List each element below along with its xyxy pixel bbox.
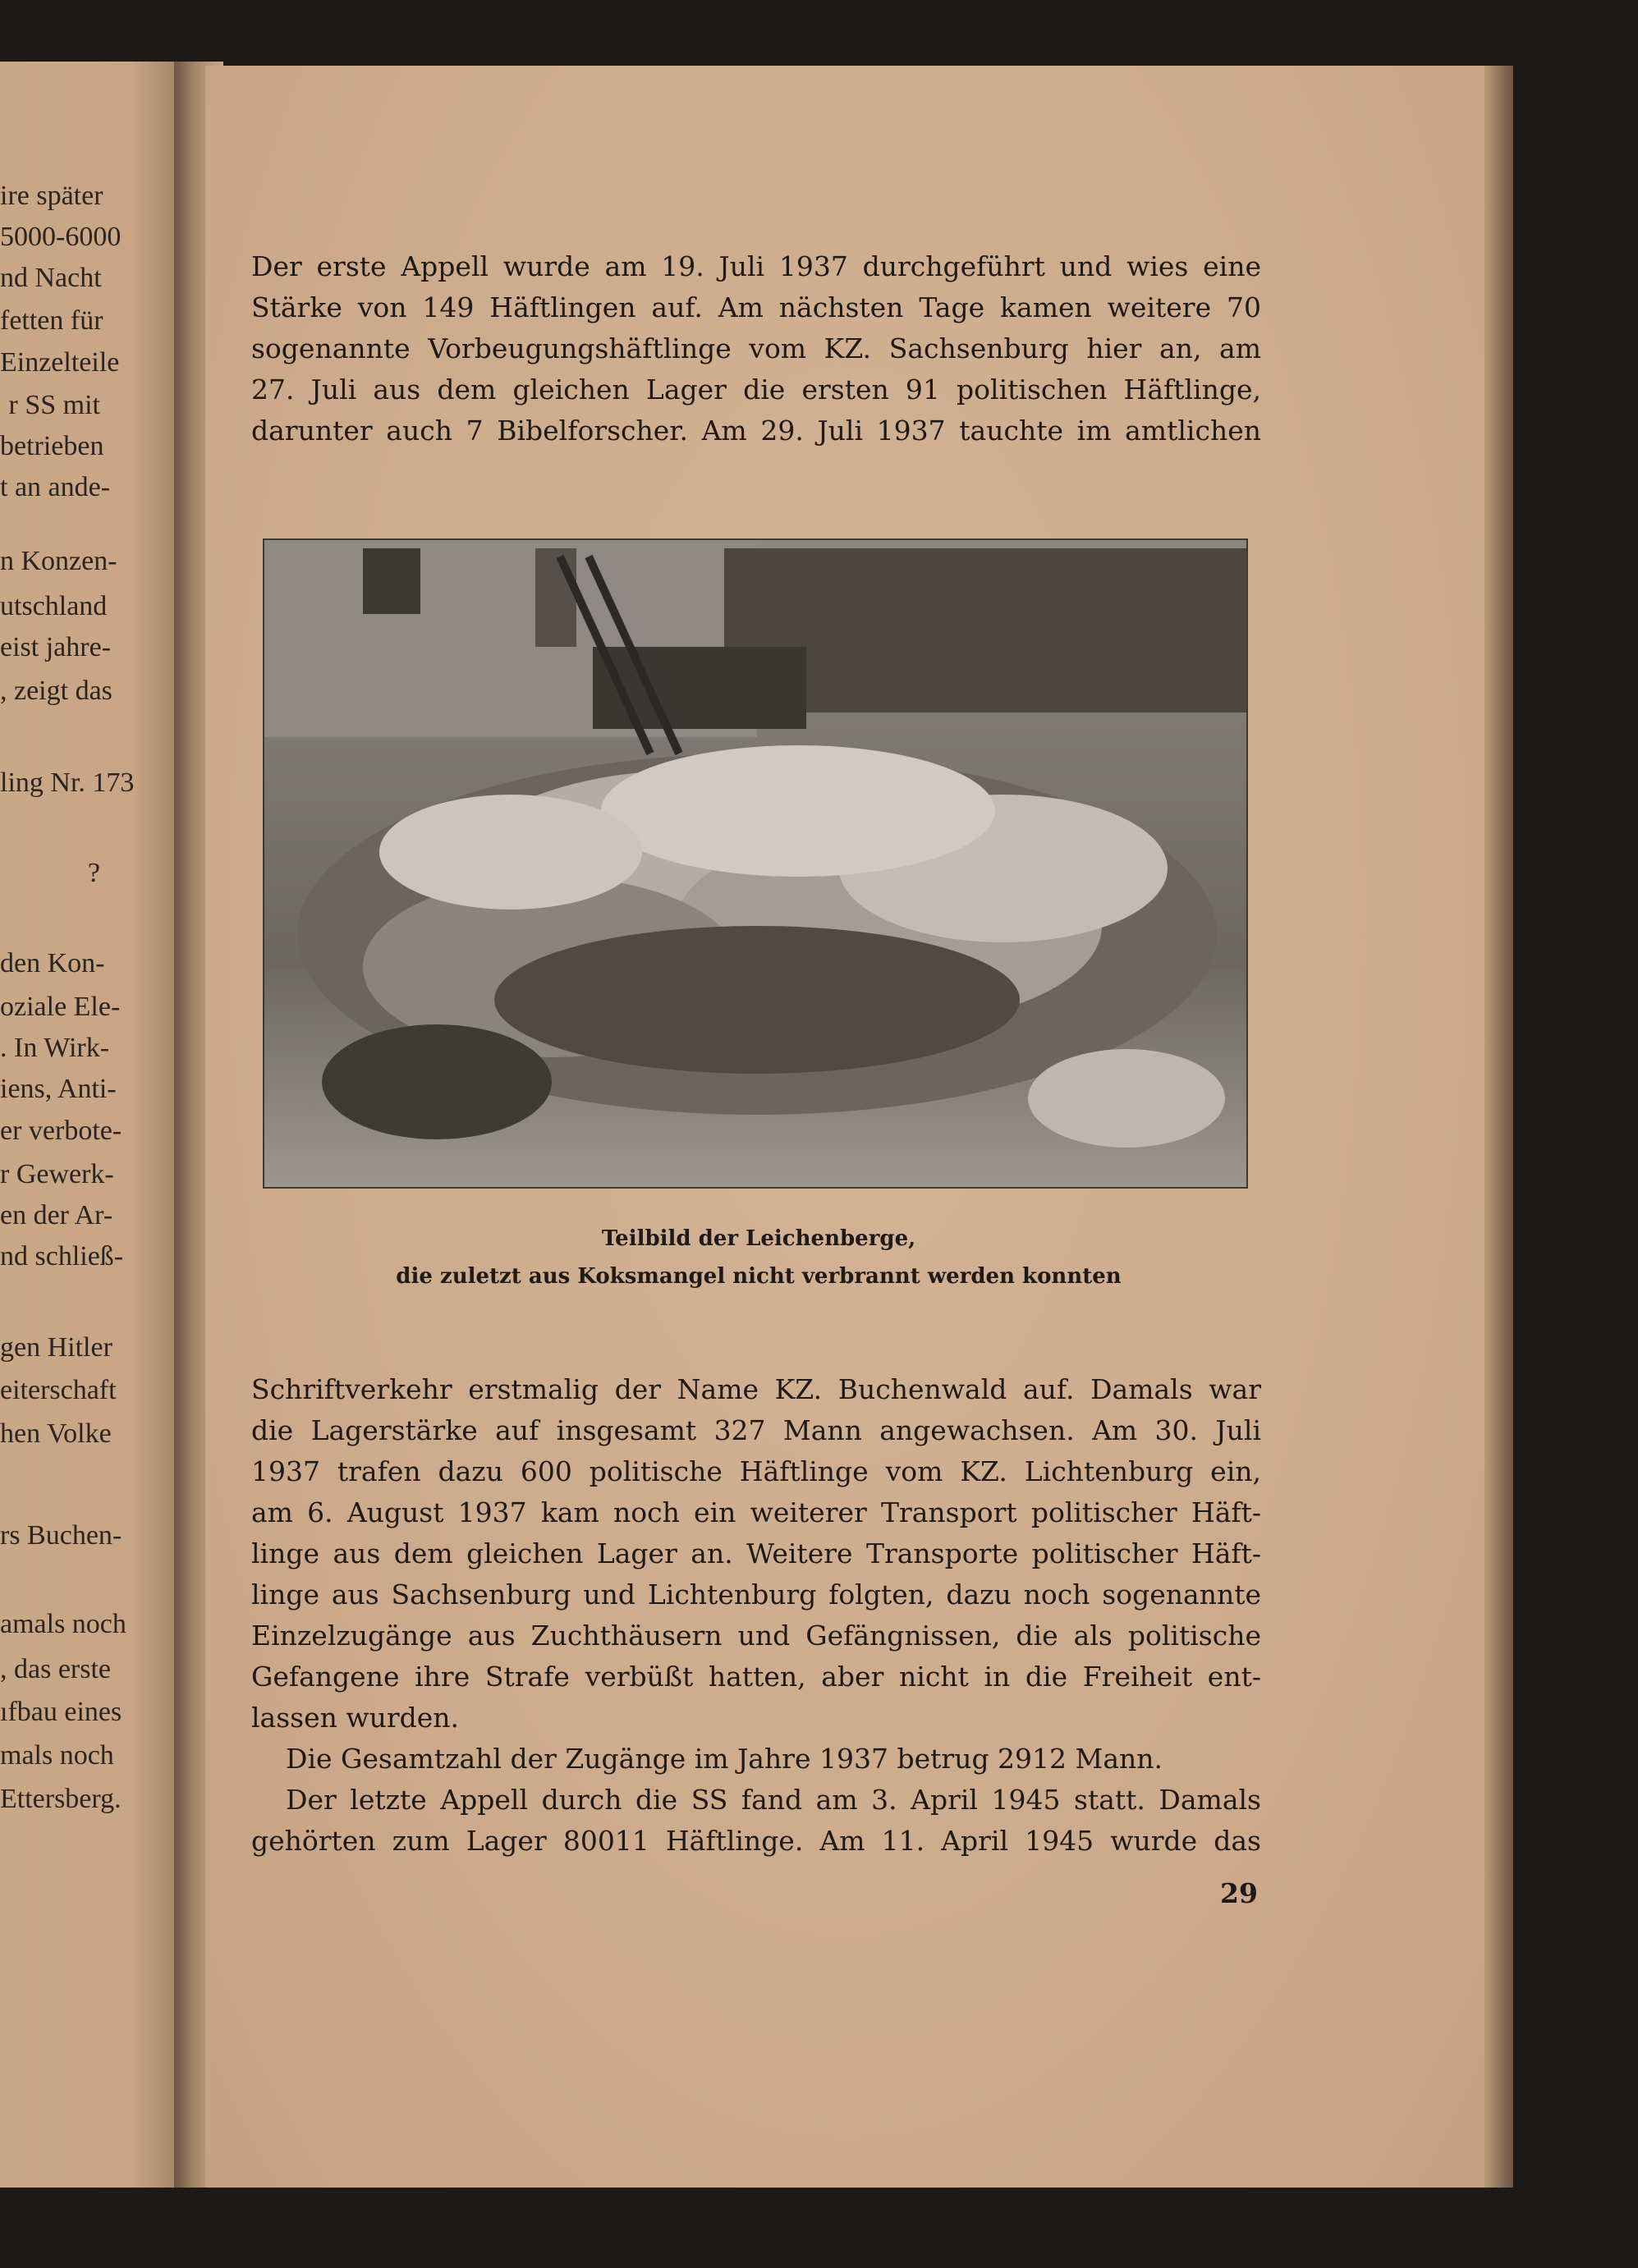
text-line: linge aus Sachsenburg und Lichtenburg folgten, dazu noch sogenannte — [251, 1578, 1261, 1611]
page-edge — [1484, 66, 1513, 2188]
left-page-text-line: en der Ar- — [0, 1200, 113, 1230]
left-page-text-line: ire später — [0, 181, 103, 211]
left-page-text-line: amals noch — [0, 1609, 126, 1639]
text-line: Einzelzugänge aus Zuchthäusern und Gefängnissen, die als politische — [251, 1620, 1261, 1652]
left-page-text-line: ? — [87, 858, 100, 888]
text-line: darunter auch 7 Bibelforscher. Am 29. Juli 1937 tauchte im amtlichen — [251, 415, 1261, 447]
left-page-text-line: hen Volke — [0, 1418, 112, 1449]
left-page-text-line: , zeigt das — [0, 676, 112, 706]
text-line: gehörten zum Lager 80011 Häftlinge. Am 11. April 1945 wurde das — [251, 1825, 1261, 1857]
text-line: Der letzte Appell durch die SS fand am 3. April 1945 statt. Damals — [286, 1784, 1261, 1816]
left-page-text-line: iens, Anti- — [0, 1074, 117, 1104]
text-line: Der erste Appell wurde am 19. Juli 1937 durchgeführt und wies eine — [251, 250, 1261, 282]
text-line: Stärke von 149 Häftlingen auf. Am nächsten Tage kamen weitere 70 — [251, 291, 1261, 323]
left-page-text-line: er verbote- — [0, 1116, 122, 1146]
left-page-text-line: n Konzen- — [0, 546, 117, 576]
text-line: die Lagerstärke auf insgesamt 327 Mann angewachsen. Am 30. Juli — [251, 1414, 1261, 1446]
page-number: 29 — [1220, 1877, 1258, 1909]
left-page-text-line: mals noch — [0, 1740, 114, 1771]
left-page-fragment — [0, 62, 189, 2188]
left-page-text-line: 5000-6000 — [0, 222, 122, 252]
left-page-text-line: betrieben — [0, 431, 104, 461]
text-line: sogenannte Vorbeugungshäftlinge vom KZ. Sachsenburg hier an, am — [251, 332, 1261, 364]
text-line: Gefangene ihre Strafe verbüßt hatten, aber nicht in die Freiheit ent- — [251, 1661, 1261, 1693]
text-line: am 6. August 1937 kam noch ein weiterer Transport politischer Häft- — [251, 1496, 1261, 1528]
left-page-text-line: nd schließ- — [0, 1241, 124, 1271]
text-line: linge aus dem gleichen Lager an. Weitere Transporte politischer Häft- — [251, 1537, 1261, 1569]
left-page-text-line: r Gewerk- — [0, 1159, 114, 1189]
left-page-text-line: t an ande- — [0, 472, 111, 502]
text-line: 1937 trafen dazu 600 politische Häftlinge vom KZ. Lichtenburg ein, — [251, 1455, 1261, 1487]
left-page-text-line: rs Buchen- — [0, 1520, 122, 1551]
left-page-text-line: ling Nr. 173 — [0, 767, 135, 798]
text-line: 27. Juli aus dem gleichen Lager die ersten 91 politischen Häftlinge, — [251, 373, 1261, 405]
photograph-image — [264, 540, 1246, 1187]
caption-line-1: Teilbild der Leichenberge, — [601, 1226, 916, 1251]
paragraph-top — [251, 246, 1261, 451]
left-page-text-line: r SS mit — [8, 390, 100, 420]
photograph — [264, 540, 1246, 1187]
paragraph-bottom — [251, 1369, 1261, 1862]
left-page-text-line: nd Nacht — [0, 263, 102, 293]
left-page-text-line: eiterschaft — [0, 1375, 117, 1405]
left-page-text-line: , das erste — [0, 1654, 112, 1684]
left-page-text-line: Einzelteile — [0, 347, 120, 378]
left-page-text-line: fetten für — [0, 305, 103, 336]
left-page-text-line: gen Hitler — [0, 1332, 112, 1363]
text-line: Schriftverkehr erstmalig der Name KZ. Buchenwald auf. Damals war — [251, 1373, 1261, 1405]
left-page-text-line: . In Wirk- — [0, 1033, 110, 1063]
left-page-text-line: Ettersberg. — [0, 1784, 122, 1814]
text-line: lassen wurden. — [251, 1702, 460, 1734]
left-page-text-line: utschland — [0, 591, 108, 621]
left-page-text-line: den Kon- — [0, 948, 105, 978]
left-page-text-line: oziale Ele- — [0, 992, 121, 1022]
left-page-text-line: ıfbau eines — [0, 1697, 122, 1727]
caption-line-2: die zuletzt aus Koksmangel nicht verbrannt werden konnten — [396, 1264, 1122, 1289]
text-line: Die Gesamtzahl der Zugänge im Jahre 1937 betrug 2912 Mann. — [286, 1743, 1163, 1775]
left-page-text-line: eist jahre- — [0, 632, 111, 662]
